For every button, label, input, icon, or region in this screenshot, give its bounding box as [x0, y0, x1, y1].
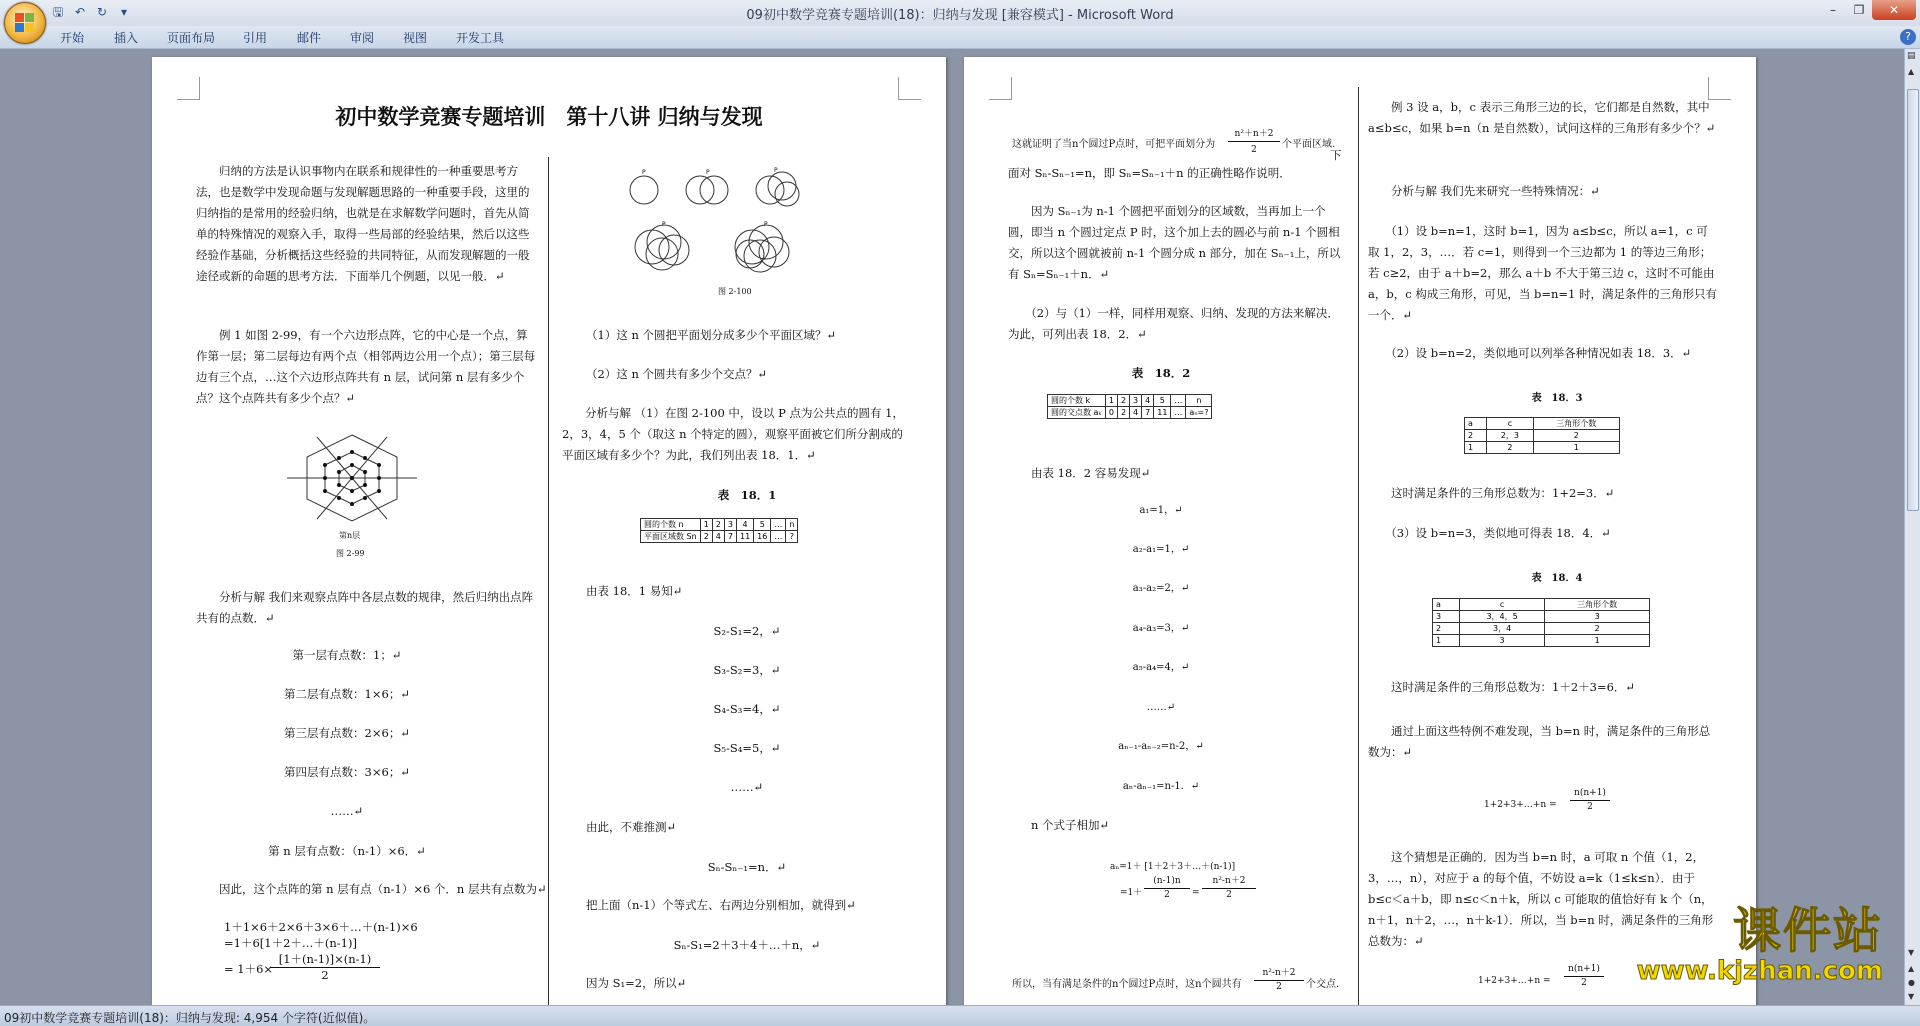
- layer-count-line: 第四层有点数：3×6；↵: [284, 765, 410, 779]
- case-1: （1）设 b=n=1，这时 b=1，因为 a≤b≤c，所以 a=1，c 可取 1，2，3，…．若 c=1，则得到一个三边都为 1 的等边三角形；若 c≥2，由于 a＋b=2，那么 a＋b 不大于第三边 c，这时不可能由 a，b，c 构成三角形，可见，当 b=n=1 时，满足条件的三角形只有一个．↵: [1368, 224, 1717, 322]
- equation-line: S₄-S₃=4，↵: [713, 702, 781, 716]
- fraction-numerator: n(n+1): [1564, 963, 1604, 977]
- margin-corner-mark: [898, 77, 921, 100]
- table-cell: 5: [754, 519, 771, 531]
- next-page-icon[interactable]: ▼: [1908, 992, 1915, 1001]
- conclusion-line: 所以，当有满足条件的n个圆过P点时，这n个圆共有: [1012, 979, 1242, 990]
- sum-formula: 1+2+3+…+n =: [1478, 976, 1551, 986]
- scroll-down-icon[interactable]: ▼: [1908, 948, 1915, 957]
- equation-line: a₁=1，↵: [1139, 505, 1183, 516]
- text-line: 这时满足条件的三角形总数为：1＋2＋3=6．↵: [1368, 680, 1636, 694]
- figure-caption: 图 2-99: [336, 549, 365, 558]
- table-row: [641, 531, 798, 543]
- table-cell: 2: [1465, 430, 1487, 442]
- case-2: （2）设 b=n=2，类似地可以列举各种情况如表 18．3．↵: [1368, 346, 1692, 360]
- table-18-1: [640, 518, 798, 543]
- analysis-paragraph: 分析与解 （1）在图 2-100 中，设以 P 点为公共点的圆有 1，2，3，4，5 个（取这 n 个特定的圆），观察平面被它们所分割成的平面区域有多少个？为此，我们列出表 18．1．↵: [562, 406, 904, 462]
- table-cell: a: [1465, 418, 1487, 430]
- table-title: 表 18．2: [1131, 366, 1191, 380]
- text-line: 因为 S₁=2，所以↵: [586, 976, 687, 990]
- tab-developer[interactable]: 开发工具: [456, 31, 505, 45]
- table-cell: 5: [1154, 395, 1171, 407]
- table-row: [1433, 635, 1650, 647]
- svg-text:P: P: [764, 221, 768, 228]
- table-cell: 0: [1105, 407, 1117, 419]
- minimize-icon[interactable]: –: [1830, 3, 1836, 17]
- table-cell: …: [771, 531, 786, 543]
- text-line: 把上面（n-1）个等式左、右两边分别相加，就得到↵: [586, 898, 856, 912]
- fraction-denominator: 2: [1164, 890, 1170, 900]
- text-line: 由表 18．2 容易发现↵: [1008, 466, 1151, 480]
- equation-line: a₅-a₄=4，↵: [1132, 662, 1190, 673]
- table-cell: 11: [1154, 407, 1171, 419]
- table-cell: 三角形个数: [1533, 418, 1619, 430]
- table-cell: 3: [1545, 611, 1650, 623]
- table-cell: 1: [1105, 395, 1117, 407]
- analysis-paragraph: 分析与解 我们先来研究一些特殊情况：↵: [1368, 184, 1600, 198]
- table-cell: 2: [712, 519, 724, 531]
- window-title: 09初中数学竞赛专题培训(18)：归纳与发现 [兼容模式] - Microsoft Word: [746, 8, 1174, 23]
- close-icon[interactable]: ✕: [1872, 0, 1916, 20]
- table-cell: 1: [1545, 635, 1650, 647]
- tab-page-layout[interactable]: 页面布局: [167, 31, 216, 45]
- table-cell: 2: [1433, 623, 1460, 635]
- question-1: （1）这 n 个圆把平面划分成多少个平面区域？↵: [586, 328, 837, 342]
- margin-corner-mark: [989, 77, 1012, 100]
- table-cell: 3: [1459, 635, 1544, 647]
- therefore-line: 因此，这个点阵的第 n 层有点（n-1）×6 个．n 层共有点数为↵: [196, 882, 547, 896]
- save-icon[interactable]: 🖫: [52, 5, 64, 19]
- table-row: [1048, 407, 1212, 419]
- document-workspace[interactable]: [0, 49, 1905, 1005]
- table-cell: 2: [1117, 407, 1129, 419]
- watermark-url: www.kjzhan.com: [1636, 956, 1883, 986]
- restore-icon[interactable]: ❐: [1853, 3, 1865, 17]
- table-row: [1465, 430, 1620, 442]
- equation-line: aₙ-aₙ₋₁=n-1．↵: [1122, 781, 1200, 792]
- paragraph: （2）与（1）一样，同样用观察、归纳、发现的方法来解决．为此，可列出表 18．2．↵: [1008, 306, 1339, 341]
- status-text: 09初中数学竞赛专题培训(18)：归纳与发现: 4,954 个字符(近似值)。: [4, 1011, 376, 1025]
- fraction-denominator: 2: [321, 968, 329, 982]
- equation-line: S₃-S₂=3，↵: [713, 663, 781, 677]
- example-3: 例 3 设 a，b，c 表示三角形三边的长，它们都是自然数，其中 a≤b≤c，如果 b=n（n 是自然数），试问这样的三角形有多少个？↵: [1368, 100, 1716, 135]
- vertical-scrollbar[interactable]: [1904, 49, 1920, 1005]
- document-page-2[interactable]: [964, 57, 1756, 1005]
- fraction-denominator: 2: [1276, 982, 1282, 992]
- tab-review[interactable]: 审阅: [350, 31, 375, 45]
- conclusion-line: 个交点.: [1306, 979, 1340, 990]
- equation-line: Sₙ-S₁=2＋3＋4＋…＋n，↵: [673, 938, 821, 952]
- table-title: 表 18．1: [717, 488, 777, 502]
- table-title: 表 18．3: [1531, 393, 1583, 404]
- proof-line: 下: [1330, 148, 1342, 162]
- table-row: [1465, 418, 1620, 430]
- sum-formula: =1＋: [1120, 888, 1143, 898]
- table-row: [1465, 442, 1620, 454]
- paragraph: 这个猜想是正确的．因为当 b=n 时，a 可取 n 个值（1，2，3，…，n），对应于 a 的每个值，不妨设 a=k（1≤k≤n）．由于 b≤c＜a＋b，即 n≤c＜n＋k，所以 c 可能取的值恰好有 k 个（n，n＋1，n＋2，…，n＋k-1）．所以，当 b=n 时，满足条件的三角形总数为：↵: [1368, 850, 1714, 948]
- equation-line: S₅-S₄=5，↵: [713, 741, 781, 755]
- text-line: 由此，不难推测↵: [586, 820, 677, 834]
- table-cell: 4: [712, 531, 724, 543]
- table-cell: 1: [700, 519, 712, 531]
- table-cell: n: [1186, 395, 1212, 407]
- sum-formula: 1+2+3+…+n =: [1484, 800, 1557, 810]
- table-cell: c: [1487, 418, 1533, 430]
- table-cell: ?: [786, 531, 798, 543]
- equation-line: S₂-S₁=2，↵: [713, 624, 781, 638]
- table-18-4: [1432, 598, 1650, 647]
- redo-icon[interactable]: ↻: [96, 5, 108, 19]
- fraction-denominator: 2: [1587, 802, 1593, 812]
- office-logo-icon: [15, 13, 35, 33]
- svg-text:P: P: [662, 221, 666, 228]
- table-cell: 1: [1465, 442, 1487, 454]
- table-cell: 2: [1545, 623, 1650, 635]
- table-cell: a: [1433, 599, 1460, 611]
- table-cell: 3: [1433, 611, 1460, 623]
- tab-references[interactable]: 引用: [243, 31, 268, 45]
- help-icon[interactable]: ?: [1900, 29, 1916, 45]
- table-cell: …: [771, 519, 786, 531]
- page-heading: 初中数学竞赛专题培训 第十八讲 归纳与发现: [335, 104, 763, 129]
- table-cell: 4: [1142, 395, 1154, 407]
- ruler-toggle-icon[interactable]: ▤: [1907, 51, 1916, 61]
- text-line: 面对 Sₙ-Sₙ₋₁=n，即 Sₙ=Sₙ₋₁＋n 的正确性略作说明．: [1008, 166, 1291, 180]
- title-bar: [0, 0, 1920, 26]
- table-cell: …: [1171, 395, 1186, 407]
- scrollbar-thumb[interactable]: [1907, 89, 1919, 511]
- case-3: （3）设 b=n=3，类似地可得表 18．4．↵: [1368, 526, 1611, 540]
- table-cell: 圆的交点数 aₖ: [1048, 407, 1106, 419]
- fraction-numerator: n²-n＋2: [1202, 875, 1256, 889]
- figure-caption: 图 2-100: [718, 287, 752, 296]
- table-cell: 2，3: [1487, 430, 1533, 442]
- fraction-numerator: (n-1)n: [1144, 875, 1190, 889]
- sum-line: 1＋1×6＋2×6＋3×6＋…＋(n-1)×6: [224, 920, 418, 934]
- equation-line: a₄-a₃=3，↵: [1132, 623, 1190, 634]
- layer-count-line: ……↵: [330, 804, 364, 818]
- equation-line: ……↵: [1146, 702, 1176, 713]
- layer-count-line: 第一层有点数：1；↵: [292, 648, 402, 662]
- sum-formula: =: [1192, 888, 1200, 898]
- text-line: n 个式子相加↵: [1008, 818, 1110, 832]
- window-controls: [1820, 0, 1916, 20]
- scroll-up-icon[interactable]: ▲: [1908, 67, 1915, 76]
- column-divider: [1358, 87, 1359, 1005]
- equation-line: ……↵: [730, 780, 764, 794]
- table-cell: …: [1171, 407, 1186, 419]
- fraction-denominator: 2: [1251, 145, 1257, 155]
- office-button[interactable]: [4, 2, 46, 44]
- previous-page-icon[interactable]: ▲: [1908, 964, 1915, 973]
- customize-icon[interactable]: ▾: [120, 5, 128, 19]
- table-cell: 3，4，5: [1459, 611, 1544, 623]
- fraction-numerator: [1＋(n-1)]×(n-1): [270, 951, 380, 968]
- svg-text:P: P: [706, 169, 710, 176]
- table-cell: c: [1459, 599, 1544, 611]
- fraction-denominator: 2: [1581, 978, 1587, 988]
- text-line: 这时满足条件的三角形总数为：1+2=3．↵: [1368, 486, 1615, 500]
- status-bar: [0, 1005, 1920, 1026]
- table-cell: 3: [1130, 395, 1142, 407]
- table-cell: 4: [736, 519, 753, 531]
- text-line: 由表 18．1 易知↵: [586, 584, 683, 598]
- sum-line: = 1＋6×: [224, 962, 274, 976]
- equation-line: aₙ₋₁-aₙ₋₂=n-2，↵: [1118, 741, 1204, 752]
- document-page-1[interactable]: [152, 57, 946, 1005]
- table-cell: 7: [724, 531, 736, 543]
- equation-line: Sₙ-Sₙ₋₁=n．↵: [707, 860, 787, 874]
- intro-paragraph: 归纳的方法是认识事物内在联系和规律性的一种重要思考方法，也是数学中发现命题与发现解题思路的一种重要手段，这里的归纳指的是常用的经验归纳，也就是在求解数学问题时，首先从简单的特殊情况的观察入手，取得一些局部的经验结果，然后以这些经验作基础，分析概括这些经验的共同特征，从而发现解题的一般途径或新的命题的思考方法．下面举几个例题，以见一般．↵: [196, 164, 530, 283]
- table-cell: aₙ=?: [1186, 407, 1212, 419]
- table-cell: 2: [1117, 395, 1129, 407]
- svg-text:P: P: [774, 167, 778, 174]
- table-cell: 圆的个数 n: [641, 519, 701, 531]
- table-18-2: [1047, 394, 1212, 419]
- table-row: [1433, 611, 1650, 623]
- hexagon-lattice-figure: [287, 427, 417, 527]
- fraction-numerator: n²＋n＋2: [1228, 127, 1280, 142]
- fraction-denominator: 2: [1226, 890, 1232, 900]
- table-cell: 平面区域数 Sn: [641, 531, 701, 543]
- equation-line: a₂-a₁=1，↵: [1132, 544, 1190, 555]
- analysis-paragraph: 分析与解 我们来观察点阵中各层点数的规律，然后归纳出点阵共有的点数．↵: [196, 590, 534, 625]
- sum-line: =1＋6[1＋2＋…＋(n-1)]: [224, 936, 357, 950]
- table-cell: 16: [754, 531, 771, 543]
- table-cell: 圆的个数 k: [1048, 395, 1106, 407]
- table-cell: n: [786, 519, 798, 531]
- svg-text:P: P: [642, 169, 646, 176]
- paragraph: 通过上面这些特例不难发现，当 b=n 时，满足条件的三角形总数为：↵: [1368, 724, 1711, 759]
- question-2: （2）这 n 个圆共有多少个交点？↵: [586, 367, 768, 381]
- table-cell: 3: [724, 519, 736, 531]
- table-title: 表 18．4: [1531, 573, 1583, 584]
- table-row: [641, 519, 798, 531]
- table-cell: 三角形个数: [1545, 599, 1650, 611]
- table-cell: 3，4: [1459, 623, 1544, 635]
- table-cell: 2: [1487, 442, 1533, 454]
- table-row: [1433, 623, 1650, 635]
- table-cell: 7: [1142, 407, 1154, 419]
- proof-line: 这就证明了当n个圆过P点时，可把平面划分为: [1012, 139, 1216, 150]
- browse-object-icon[interactable]: ●: [1908, 978, 1915, 987]
- circles-figure: [622, 162, 822, 277]
- fraction-numerator: n²-n＋2: [1254, 967, 1304, 981]
- example-1: 例 1 如图 2-99，有一个六边形点阵，它的中心是一个点，算作第一层；第二层每边有两个点（相邻两边公用一个点）；第三层每边有三个点，…这个六边形点阵共有 n 层，试问第 n 层有多少个点？这个点阵共有多少个点？↵: [196, 328, 536, 405]
- table-cell: 1: [1433, 635, 1460, 647]
- table-cell: 2: [1533, 430, 1619, 442]
- margin-corner-mark: [177, 77, 200, 100]
- table-cell: 1: [1533, 442, 1619, 454]
- tab-view[interactable]: 视图: [403, 31, 428, 45]
- ribbon-tabs: [0, 26, 1920, 49]
- table-cell: 2: [700, 531, 712, 543]
- column-divider: [548, 157, 549, 1005]
- table-cell: 11: [736, 531, 753, 543]
- layer-count-line: 第三层有点数：2×6；↵: [284, 726, 410, 740]
- site-watermark: [1637, 905, 1883, 985]
- layer-count-line: 第二层有点数：1×6；↵: [284, 687, 410, 701]
- sum-formula: aₙ=1＋ [1＋2＋3＋…＋(n-1)]: [1110, 862, 1236, 872]
- table-row: [1048, 395, 1212, 407]
- proof-line: 个平面区域.: [1282, 139, 1336, 150]
- fraction-numerator: n(n+1): [1570, 787, 1610, 801]
- paragraph: 因为 Sₙ₋₁为 n-1 个圆把平面划分的区域数，当再加上一个圆，即当 n 个圆过定点 P 时，这个加上去的圆必与前 n-1 个圆相交，所以这个圆就被前 n-1 个圆分成 n 部分，加在 Sₙ₋₁上，所以有 Sₙ=Sₙ₋₁＋n．↵: [1008, 204, 1341, 281]
- table-18-3: [1464, 417, 1620, 454]
- layer-count-line: 第 n 层有点数：（n-1）×6．↵: [268, 844, 426, 858]
- table-cell: 4: [1130, 407, 1142, 419]
- figure-layer-label: 第n层: [339, 531, 361, 540]
- watermark-logo-text: 课件站: [1732, 903, 1883, 959]
- tab-insert[interactable]: 插入: [114, 31, 139, 45]
- tab-home[interactable]: 开始: [60, 31, 85, 45]
- undo-icon[interactable]: ↶: [74, 5, 86, 19]
- equation-line: a₃-a₂=2，↵: [1132, 583, 1190, 594]
- table-row: [1433, 599, 1650, 611]
- tab-mailings[interactable]: 邮件: [297, 31, 322, 45]
